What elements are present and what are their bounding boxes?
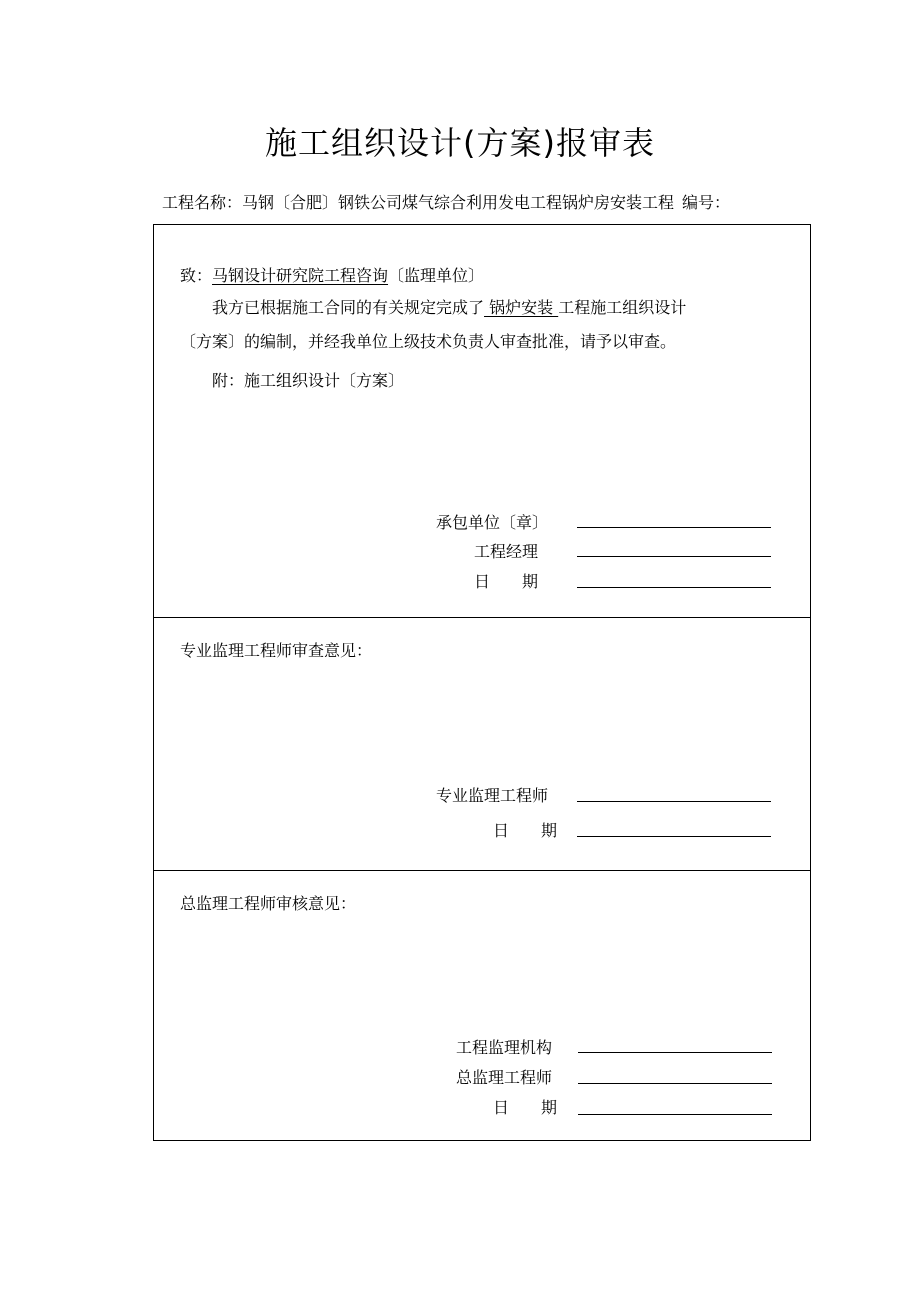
- chief-engineer-signature-line[interactable]: [578, 1083, 772, 1084]
- page-title: 施工组织设计(方案)报审表: [265, 124, 655, 162]
- specialist-engineer-label: 专业监理工程师: [436, 786, 549, 805]
- approval-form: [153, 224, 811, 1141]
- supervision-unit-name: 马钢设计研究院工程咨询: [212, 266, 389, 285]
- contractor-signature-line[interactable]: [577, 527, 771, 528]
- contractor-label: 承包单位〔章〕: [436, 513, 549, 532]
- application-section: [154, 225, 810, 618]
- work-item-fill: 锅炉安装: [484, 298, 559, 317]
- addressee-line: [180, 263, 484, 286]
- project-number-label: 编号：: [682, 193, 731, 212]
- date-line[interactable]: [577, 587, 771, 588]
- specialist-review-heading: 专业监理工程师审查意见：: [180, 641, 373, 660]
- date-line[interactable]: [577, 836, 771, 837]
- chief-review-section: [154, 871, 810, 1141]
- application-body-line2: 〔方案〕的编制，并经我单位上级技术负责人审查批准，请予以审查。: [180, 332, 677, 351]
- manager-label: 工程经理: [474, 542, 539, 561]
- specialist-review-section: [154, 618, 810, 871]
- specialist-engineer-signature-line[interactable]: [577, 801, 771, 802]
- application-body-line1: [212, 295, 686, 318]
- attachment-line: 附：施工组织设计〔方案〕: [212, 371, 405, 390]
- body-text: 我方已根据施工合同的有关规定完成了: [212, 298, 485, 317]
- addressee-suffix: 〔监理单位〕: [388, 266, 485, 285]
- supervision-organization-label: 工程监理机构: [456, 1038, 553, 1057]
- supervision-organization-signature-line[interactable]: [578, 1052, 772, 1053]
- date-label: 日 期: [493, 1098, 558, 1117]
- addressee-prefix: 致：: [180, 266, 213, 285]
- date-label: 日 期: [493, 821, 558, 840]
- date-label: 日 期: [474, 572, 539, 591]
- project-name-label: 工程名称：: [162, 193, 243, 212]
- manager-signature-line[interactable]: [577, 556, 771, 557]
- project-name: 马钢〔合肥〕钢铁公司煤气综合利用发电工程锅炉房安装工程: [242, 193, 675, 212]
- chief-engineer-label: 总监理工程师: [456, 1068, 553, 1087]
- date-line[interactable]: [578, 1114, 772, 1115]
- chief-review-heading: 总监理工程师审核意见：: [180, 894, 357, 913]
- project-line: [162, 190, 730, 213]
- body-text: 工程施工组织设计: [558, 298, 687, 317]
